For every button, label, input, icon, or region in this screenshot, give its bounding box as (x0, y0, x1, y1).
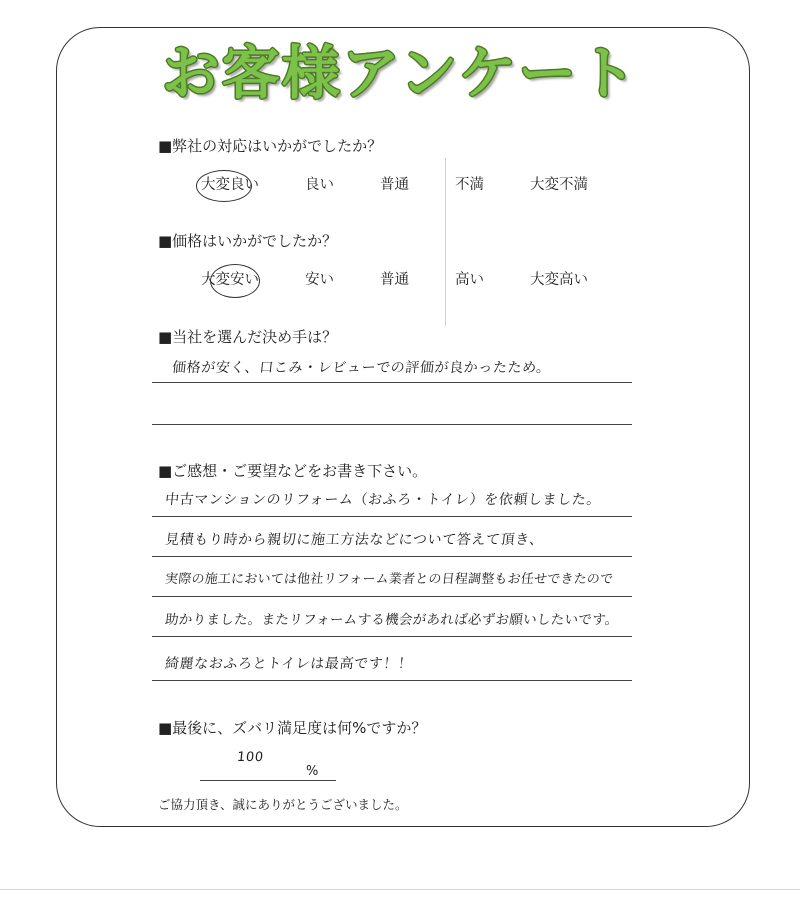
question-comments: ■ご感想・ご要望などをお書き下さい。 (158, 462, 428, 480)
thank-you-note: ご協力頂き、誠にありがとうございました。 (158, 797, 408, 812)
q4-answer-rule-4 (152, 636, 632, 637)
q4-answer-rule-3 (152, 596, 632, 597)
percent-unit: % (306, 764, 319, 779)
q2-option-normal[interactable]: 普通 (380, 272, 409, 288)
q3-answer-rule-1 (152, 382, 632, 383)
q4-answer-line-4: 助かりました。またリフォームする機会があれば必ずお願いしたいです。 (164, 612, 620, 628)
q2-option-cheap[interactable]: 安い (305, 272, 334, 288)
q4-answer-line-5: 綺麗なおふろとトイレは最高です！！ (164, 656, 414, 672)
q1-option-dissatisfied[interactable]: 不満 (455, 177, 484, 193)
satisfaction-value: 100 (236, 750, 265, 765)
q2-option-very-expensive[interactable]: 大変高い (530, 272, 588, 288)
q3-answer-rule-2 (152, 424, 632, 425)
q4-answer-line-1: 中古マンションのリフォーム（おふろ・トイレ）を依頼しました。 (164, 492, 602, 508)
q2-option-very-cheap[interactable]: 大変安い (201, 272, 259, 288)
q3-answer-line-1: 価格が安く、口こみ・レビューでの評価が良かったため。 (171, 360, 552, 376)
question-service: ■弊社の対応はいかがでしたか？ (158, 137, 383, 155)
page-bottom-rule (0, 889, 800, 890)
q2-selected-circle (210, 264, 260, 298)
question-satisfaction: ■最後に、ズバリ満足度は何%ですか？ (158, 719, 427, 737)
q4-answer-rule-5 (152, 680, 632, 681)
satisfaction-rule (200, 780, 336, 781)
q4-answer-rule-1 (152, 516, 632, 517)
q1-selected-circle (196, 170, 252, 202)
q1-option-very-good[interactable]: 大変良い (201, 177, 259, 193)
q4-answer-line-2: 見積もり時から親切に施工方法などについて答えて頂き、 (164, 532, 545, 548)
q1-option-good[interactable]: 良い (305, 177, 334, 193)
question-price: ■価格はいかがでしたか？ (158, 232, 338, 250)
q2-option-expensive[interactable]: 高い (455, 272, 484, 288)
q4-answer-line-3: 実際の施工においては他社リフォーム業者との日程調整もお任せできたので (164, 572, 614, 587)
q1-option-normal[interactable]: 普通 (380, 177, 409, 193)
q1-option-very-dissatisfied[interactable]: 大変不満 (530, 177, 588, 193)
survey-title: お客様アンケート (161, 39, 639, 107)
options-divider (445, 158, 446, 326)
question-deciding-factor: ■当社を選んだ決め手は？ (158, 328, 338, 346)
q4-answer-rule-2 (152, 556, 632, 557)
